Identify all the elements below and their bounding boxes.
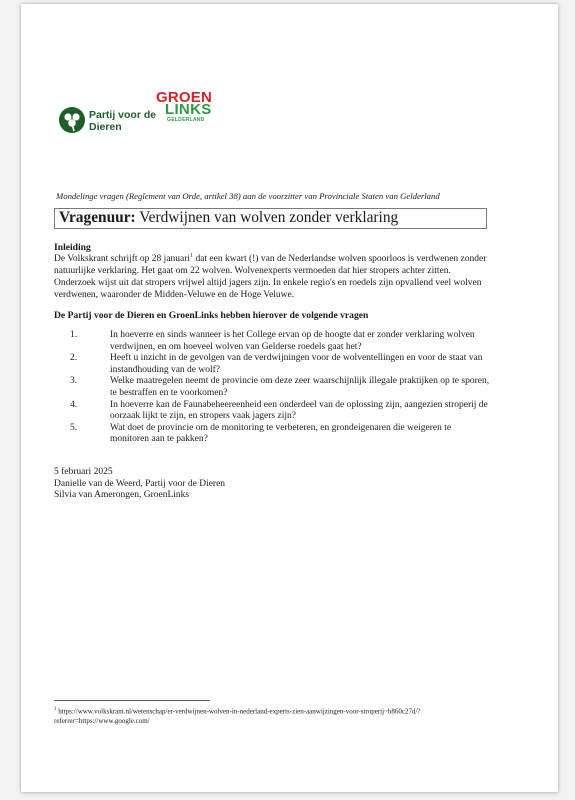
question-text: Heeft u inzicht in de gevolgen van de verdwijningen voor de wolventellingen en voor de staat van instandhouding van de wolf? <box>110 353 483 375</box>
footnote-divider <box>54 700 210 701</box>
question-item <box>70 376 490 399</box>
footnote-number: 1 <box>54 707 57 712</box>
footnote-ref: 1 <box>190 252 194 259</box>
pvdd-logo <box>58 106 168 140</box>
title-text: Verdwijnen van wolven zonder verklaring <box>135 209 399 226</box>
title-prefix: Vragenuur: <box>59 209 136 226</box>
document-title <box>54 208 487 229</box>
question-text: Wat doet de provincie om de monitoring te verbeteren, en grondeigenaren die weigeren te monitoren aan te pakken? <box>110 422 452 445</box>
footnote-link[interactable]: https://www.volkskrant.nl/wetenschap/er-verdwijnen-wolven-in-nederland-experts-zien-aanwijzingen-voor-stroperij~b860c27d/?referrer=https://www.google.com/ <box>54 707 421 725</box>
intro-text-2: dat een kwart (!) van de Nederlandse wolven spoorloos is verdwenen zonder natuurlijke verklaring. Het gaat om 22 wolven. Wolvenexperts vermoeden dat hier stropers achter zitten. Onderzoek wijst uit dat stropers vrijwel altijd jagers zijn. In enkele regio's en roedels zijn opvallend veel wolven verdwenen, waaronder de Midden-Veluwe en de Hoge Veluwe. <box>54 254 487 300</box>
groenlinks-logo <box>156 90 226 130</box>
groenlinks-logo-sub: GELDERLAND <box>167 117 205 123</box>
groenlinks-logo-line2: LINKS <box>165 101 212 118</box>
signatory-1: Danielle van de Weerd, Partij voor de Dieren <box>54 478 226 489</box>
pvdd-logo-text: Partij voor de Dieren <box>89 109 157 133</box>
section-heading-inleiding: Inleiding <box>54 242 91 253</box>
intro-text-1: De Volkskrant schrijft op 28 januari <box>54 254 191 264</box>
question-item <box>70 330 490 353</box>
intro-paragraph <box>54 254 494 302</box>
questions-heading: De Partij voor de Dieren en GroenLinks hebben hierover de volgende vragen <box>54 310 369 321</box>
groenlinks-logo-line1: GROEN <box>156 89 213 106</box>
question-item <box>70 400 490 423</box>
signature-block <box>54 467 225 502</box>
question-number: 2. <box>70 353 78 364</box>
document-date: 5 februari 2025 <box>54 467 113 477</box>
document-subtitle: Mondelinge vragen (Reglement van Orde, artikel 38) aan de voorzitter van Provinciale Staten van Gelderland <box>56 191 440 201</box>
question-list <box>70 330 490 446</box>
question-text: In hoeverre kan de Faunabeheereenheid een onderdeel van de oplossing zijn, aangezien stroperij de oorzaak lijkt te zijn, en stropers vaak jagers zijn? <box>110 399 488 422</box>
signatory-2: Silvia van Amerongen, GroenLinks <box>54 490 190 501</box>
question-text: Welke maatregelen neemt de provincie om deze zeer waarschijnlijk illegale praktijken op te sporen, te bestraffen en te voorkomen? <box>110 376 490 398</box>
pvdd-clover-icon <box>58 106 86 136</box>
question-number: 3. <box>70 376 78 387</box>
question-item <box>70 423 490 446</box>
question-item <box>70 353 490 376</box>
question-number: 4. <box>70 399 78 410</box>
question-number: 5. <box>70 422 78 433</box>
question-text: In hoeverre en sinds wanneer is het College ervan op de hoogte dat er zonder verklaring wolven verdwijnen, en om hoeveel wolven van Gelderse roedels gaat het? <box>110 330 475 352</box>
footnote <box>54 705 494 726</box>
question-number: 1. <box>70 330 78 340</box>
